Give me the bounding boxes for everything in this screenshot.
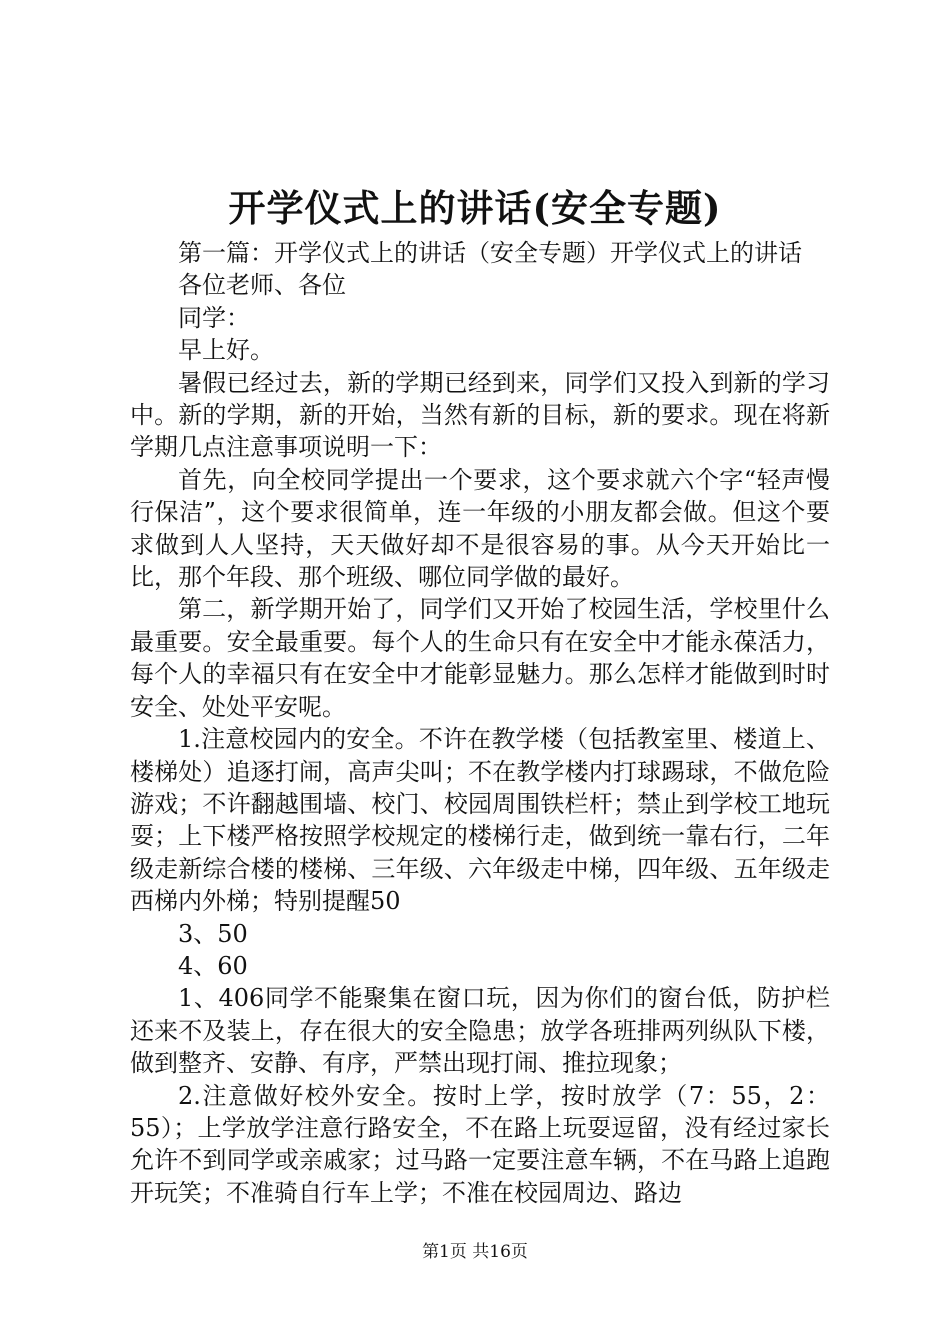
page-number-footer: 第1页 共16页 xyxy=(422,1242,528,1262)
paragraph: 早上好。 xyxy=(178,336,274,365)
paragraph: 1.注意校园内的安全。不许在教学楼（包括教室里、楼道上、楼梯处）追逐打闹，高声尖叫；不在教学楼内打球踢球，不做危险游戏；不许翻越围墙、校门、校园周围铁栏杆；禁止到学校工地玩耍；上下楼严格按照学校规定的楼梯行走，做到统一靠右行，二年级走新综合楼的楼梯、三年级、六年级走中梯，四年级、五年级走西梯内外梯；特别提醒50 xyxy=(130,725,830,916)
paragraph: 各位老师、各位 xyxy=(178,271,346,300)
paragraph: 4、60 xyxy=(178,951,248,980)
paragraph: 第一篇：开学仪式上的讲话（安全专题）开学仪式上的讲话 xyxy=(178,239,802,267)
document-title: 开学仪式上的讲话(安全专题) xyxy=(228,186,722,230)
paragraph: 首先，向全校同学提出一个要求，这个要求就六个字“轻声慢行保洁”，这个要求很简单，连一年级的小朋友都会做。但这个要求做到人人坚持，天天做好却不是很容易的事。从今天开始比一比，那个年段、那个班级、哪位同学做的最好。 xyxy=(130,465,830,592)
paragraph: 同学： xyxy=(178,303,250,332)
paragraph: 3、50 xyxy=(178,919,248,948)
paragraph: 2.注意做好校外安全。按时上学，按时放学（7：55，2：55）；上学放学注意行路安全，不在路上玩耍逗留，没有经过家长允许不到同学或亲戚家；过马路一定要注意车辆，不在马路上追跑开玩笑；不准骑自行车上学；不准在校园周边、路边 xyxy=(130,1081,830,1207)
paragraph: 1、406同学不能聚集在窗口玩，因为你们的窗台低，防护栏还来不及装上，存在很大的安全隐患；放学各班排两列纵队下楼，做到整齐、安静、有序，严禁出现打闹、推拉现象； xyxy=(130,984,830,1078)
document-body xyxy=(130,237,830,1209)
paragraph: 暑假已经过去，新的学期已经到来，同学们又投入到新的学习中。新的学期，新的开始，当然有新的目标，新的要求。现在将新学期几点注意事项说明一下： xyxy=(130,368,830,462)
paragraph: 第二，新学期开始了，同学们又开始了校园生活，学校里什么最重要。安全最重要。每个人的生命只有在安全中才能永葆活力，每个人的幸福只有在安全中才能彰显魅力。那么怎样才能做到时时安全、处处平安呢。 xyxy=(130,595,830,721)
